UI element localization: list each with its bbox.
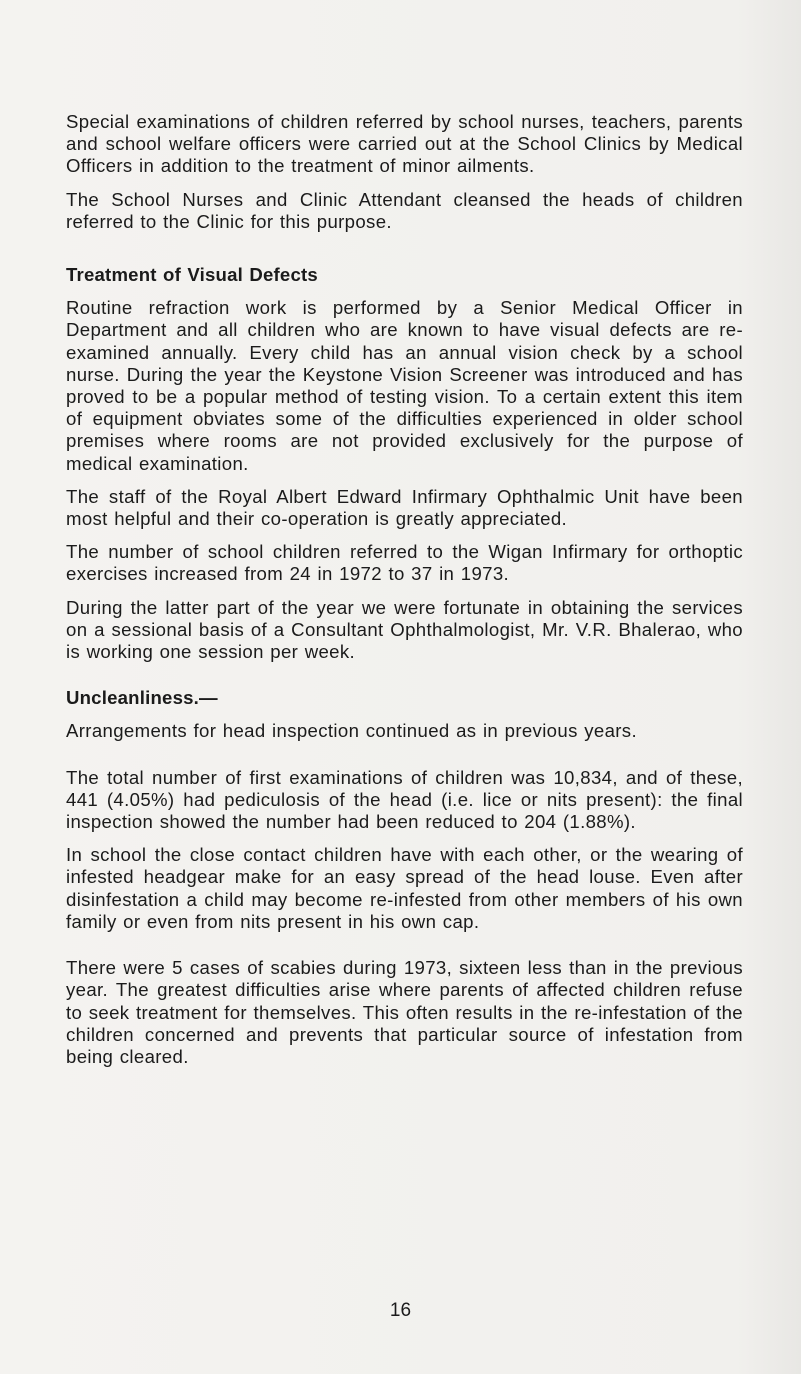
paragraph-scabies: There were 5 cases of scabies during 1973, sixteen less than in the previous year. The greatest difficulties arise where parents of affected children refuse to seek treatment for themselves. This often results in the re-infestation of the children concerned and prevents that particular source of infestation from being cleared. [66, 957, 743, 1067]
paragraph-consultant-ophthalmologist: During the latter part of the year we were fortunate in obtaining the services on a sessional basis of a Consultant Ophthalmologist, Mr. V.R. Bhalerao, who is working one session per week. [66, 596, 743, 663]
paragraph-routine-refraction: Routine refraction work is performed by a Senior Medical Officer in Department and all children who are known to have visual defects are re-examined annually. Every child has an annual vision check by a school nurse. During the year the Keystone Vision Screener was introduced and has proved to be a popular method of testing vision. To a certain extent this item of equipment obviates some of the difficulties experienced in older school premises where rooms are not provided exclusively for the purpose of medical examination. [66, 297, 743, 474]
paragraph-head-inspection: Arrangements for head inspection continued as in previous years. [66, 720, 637, 742]
paragraph-head-cleansing: The School Nurses and Clinic Attendant cleansed the heads of children referred to the Clinic for this purpose. [66, 188, 743, 232]
page-number: 16 [389, 1300, 412, 1321]
heading-visual-defects: Treatment of Visual Defects [66, 264, 318, 286]
paragraph-infirmary-staff: The staff of the Royal Albert Edward Infirmary Ophthalmic Unit have been most helpful and their co-operation is greatly appreciated. [66, 485, 743, 530]
paragraph-orthoptic-exercises: The number of school children referred to the Wigan Infirmary for orthoptic exercises increased from 24 in 1972 to 37 in 1973. [66, 541, 743, 585]
page-content [66, 111, 743, 1068]
paragraph-close-contact: In school the close contact children have with each other, or the wearing of infested headgear make for an easy spread of the head louse. Even after disinfestation a child may become re-infested from other members of his own family or even from nits present in his own cap. [66, 844, 743, 932]
paragraph-special-examinations: Special examinations of children referred by school nurses, teachers, parents and school welfare officers were carried out at the School Clinics by Medical Officers in addition to the treatment of minor ailments. [66, 111, 743, 177]
paragraph-first-examinations: The total number of first examinations of children was 10,834, and of these, 441 (4.05%) had pediculosis of the head (i.e. lice or nits present): the final inspection showed the number had been reduced to 204 (1.88%). [66, 766, 743, 833]
heading-uncleanliness: Uncleanliness.— [66, 687, 218, 709]
